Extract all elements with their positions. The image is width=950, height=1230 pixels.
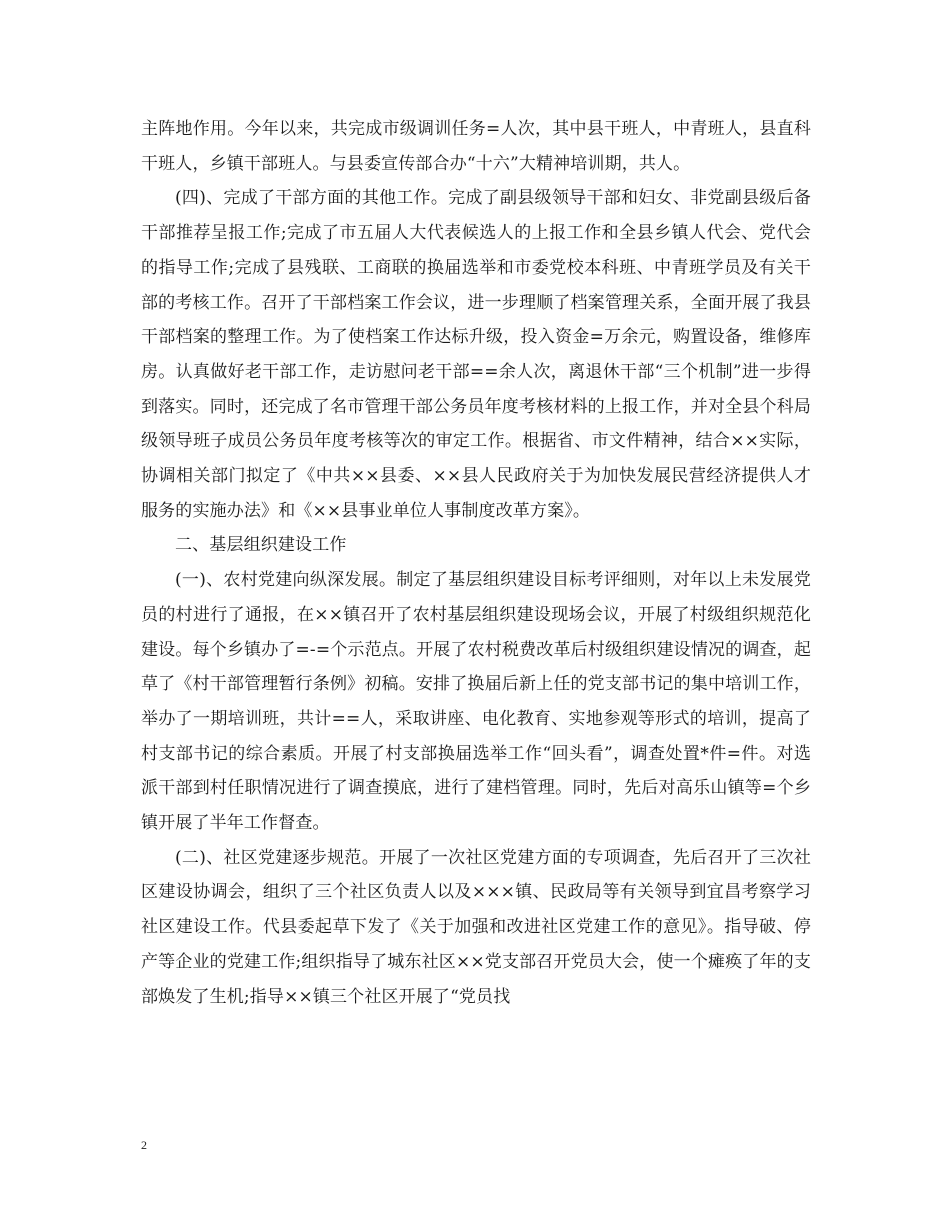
- paragraph: (二)、社区党建逐步规范。开展了一次社区党建方面的专项调查，先后召开了三次社区建设协调会，组织了三个社区负责人以及×××镇、民政局等有关领导到宜昌考察学习社区建设工作。代县委起草下发了《关于加强和改进社区党建工作的意见》。指导破、停产等企业的党建工作;组织指导了城东社区××党支部召开党员大会，使一个瘫痪了年的支部焕发了生机;指导××镇三个社区开展了“党员找: [141, 847, 811, 1007]
- paragraph: (一)、农村党建向纵深发展。制定了基层组织建设目标考评细则，对年以上未发展党员的村进行了通报，在××镇召开了农村基层组织建设现场会议，开展了村级组织规范化建设。每个乡镇办了=-=个示范点。开展了农村税费改革后村级组织建设情况的调查，起草了《村干部管理暂行条例》初稿。安排了换届后新上任的党支部书记的集中培训工作，举办了一期培训班，共计==人，采取讲座、电化教育、实地参观等形式的培训，提高了村支部书记的综合素质。开展了村支部换届选举工作“回头看”，调查处置*件=件。对选派干部到村任职情况进行了调查摸底，进行了建档管理。同时，先后对高乐山镇等=个乡镇开展了半年工作督查。: [141, 570, 811, 834]
- paragraph: (四)、完成了干部方面的其他工作。完成了副县级领导干部和妇女、非党副县级后备干部推荐呈报工作;完成了市五届人大代表候选人的上报工作和全县乡镇人代会、党代会的指导工作;完成了县残联、工商联的换届选举和市委党校本科班、中青班学员及有关干部的考核工作。召开了干部档案工作会议，进一步理顺了档案管理关系，全面开展了我县干部档案的整理工作。为了使档案工作达标升级，投入资金=万余元，购置设备，维修库房。认真做好老干部工作，走访慰问老干部==余人次，离退休干部“三个机制”进一步得到落实。同时，还完成了名市管理干部公务员年度考核材料的上报工作，并对全县个科局级领导班子成员公务员年度考核等次的审定工作。根据省、市文件精神，结合××实际，协调相关部门拟定了《中共××县委、××县人民政府关于为加快发展民营经济提供人才服务的实施办法》和《××县事业单位人事制度改革方案》。: [141, 188, 811, 521]
- page-number: 2: [141, 1138, 147, 1152]
- paragraph: 主阵地作用。今年以来，共完成市级调训任务=人次，其中县干班人，中青班人，县直科干班人，乡镇干部班人。与县委宣传部合办“十六”大精神培训期，共人。: [141, 119, 811, 174]
- document-body: [141, 112, 811, 1014]
- section-heading: 二、基层组织建设工作: [175, 535, 347, 556]
